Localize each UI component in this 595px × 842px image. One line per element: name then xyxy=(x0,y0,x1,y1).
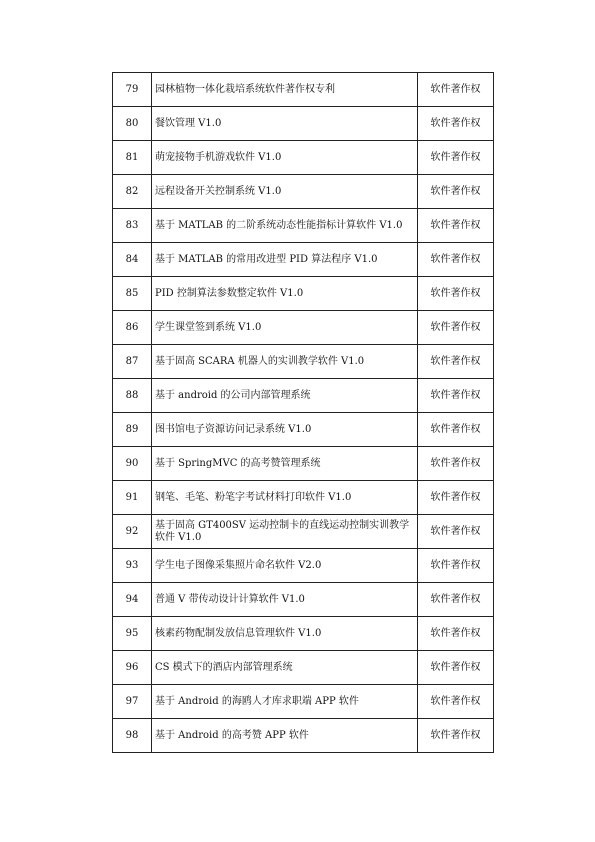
table-row xyxy=(113,175,494,209)
software-name: 基于 SpringMVC 的高考赞管理系统 xyxy=(152,447,418,481)
table-row xyxy=(113,413,494,447)
software-name: 核素药物配制发放信息管理软件 V1.0 xyxy=(152,617,418,651)
table-row xyxy=(113,515,494,549)
row-number: 83 xyxy=(113,209,152,243)
row-number: 94 xyxy=(113,583,152,617)
row-number: 86 xyxy=(113,311,152,345)
software-name: 基于 MATLAB 的二阶系统动态性能指标计算软件 V1.0 xyxy=(152,209,418,243)
table-row xyxy=(113,651,494,685)
software-name: CS 模式下的酒店内部管理系统 xyxy=(152,651,418,685)
table-row xyxy=(113,719,494,753)
row-number: 97 xyxy=(113,685,152,719)
ip-type: 软件著作权 xyxy=(418,413,494,447)
software-name: 餐饮管理 V1.0 xyxy=(152,107,418,141)
software-name: 学生课堂签到系统 V1.0 xyxy=(152,311,418,345)
ip-type: 软件著作权 xyxy=(418,719,494,753)
ip-type: 软件著作权 xyxy=(418,617,494,651)
ip-type: 软件著作权 xyxy=(418,549,494,583)
ip-type: 软件著作权 xyxy=(418,209,494,243)
software-name: 基于 Android 的高考赞 APP 软件 xyxy=(152,719,418,753)
table-row xyxy=(113,617,494,651)
software-name: 远程设备开关控制系统 V1.0 xyxy=(152,175,418,209)
table-row xyxy=(113,73,494,107)
table-row xyxy=(113,481,494,515)
software-name: 普通 V 带传动设计计算软件 V1.0 xyxy=(152,583,418,617)
row-number: 84 xyxy=(113,243,152,277)
ip-type: 软件著作权 xyxy=(418,685,494,719)
ip-type: 软件著作权 xyxy=(418,175,494,209)
table-row xyxy=(113,685,494,719)
row-number: 90 xyxy=(113,447,152,481)
table-row xyxy=(113,243,494,277)
ip-type: 软件著作权 xyxy=(418,481,494,515)
row-number: 85 xyxy=(113,277,152,311)
row-number: 80 xyxy=(113,107,152,141)
table-row xyxy=(113,447,494,481)
ip-type: 软件著作权 xyxy=(418,107,494,141)
ip-type: 软件著作权 xyxy=(418,651,494,685)
software-name: 钢笔、毛笔、粉笔字考试材料打印软件 V1.0 xyxy=(152,481,418,515)
software-name: 基于 Android 的海鸥人才库求职端 APP 软件 xyxy=(152,685,418,719)
table-row xyxy=(113,141,494,175)
row-number: 82 xyxy=(113,175,152,209)
row-number: 92 xyxy=(113,515,152,549)
ip-type: 软件著作权 xyxy=(418,73,494,107)
table-row xyxy=(113,107,494,141)
row-number: 81 xyxy=(113,141,152,175)
row-number: 96 xyxy=(113,651,152,685)
table-row xyxy=(113,379,494,413)
table-row xyxy=(113,345,494,379)
software-name: PID 控制算法参数整定软件 V1.0 xyxy=(152,277,418,311)
ip-type: 软件著作权 xyxy=(418,311,494,345)
row-number: 87 xyxy=(113,345,152,379)
row-number: 98 xyxy=(113,719,152,753)
table-row xyxy=(113,277,494,311)
software-name: 学生电子图像采集照片命名软件 V2.0 xyxy=(152,549,418,583)
ip-type: 软件著作权 xyxy=(418,277,494,311)
ip-type: 软件著作权 xyxy=(418,345,494,379)
software-name: 图书馆电子资源访问记录系统 V1.0 xyxy=(152,413,418,447)
ip-type: 软件著作权 xyxy=(418,447,494,481)
software-copyright-table xyxy=(112,72,494,753)
software-name: 萌宠接物手机游戏软件 V1.0 xyxy=(152,141,418,175)
software-name: 园林植物一体化栽培系统软件著作权专利 xyxy=(152,73,418,107)
table-row xyxy=(113,583,494,617)
row-number: 89 xyxy=(113,413,152,447)
row-number: 79 xyxy=(113,73,152,107)
row-number: 95 xyxy=(113,617,152,651)
software-name: 基于固高 SCARA 机器人的实训教学软件 V1.0 xyxy=(152,345,418,379)
ip-type: 软件著作权 xyxy=(418,243,494,277)
row-number: 91 xyxy=(113,481,152,515)
ip-type: 软件著作权 xyxy=(418,515,494,549)
row-number: 88 xyxy=(113,379,152,413)
table-row xyxy=(113,549,494,583)
ip-type: 软件著作权 xyxy=(418,583,494,617)
table-row xyxy=(113,209,494,243)
software-name: 基于 MATLAB 的常用改进型 PID 算法程序 V1.0 xyxy=(152,243,418,277)
table-row xyxy=(113,311,494,345)
software-name: 基于 android 的公司内部管理系统 xyxy=(152,379,418,413)
ip-type: 软件著作权 xyxy=(418,141,494,175)
ip-type: 软件著作权 xyxy=(418,379,494,413)
software-name: 基于固高 GT400SV 运动控制卡的直线运动控制实训教学软件 V1.0 xyxy=(152,515,418,549)
row-number: 93 xyxy=(113,549,152,583)
